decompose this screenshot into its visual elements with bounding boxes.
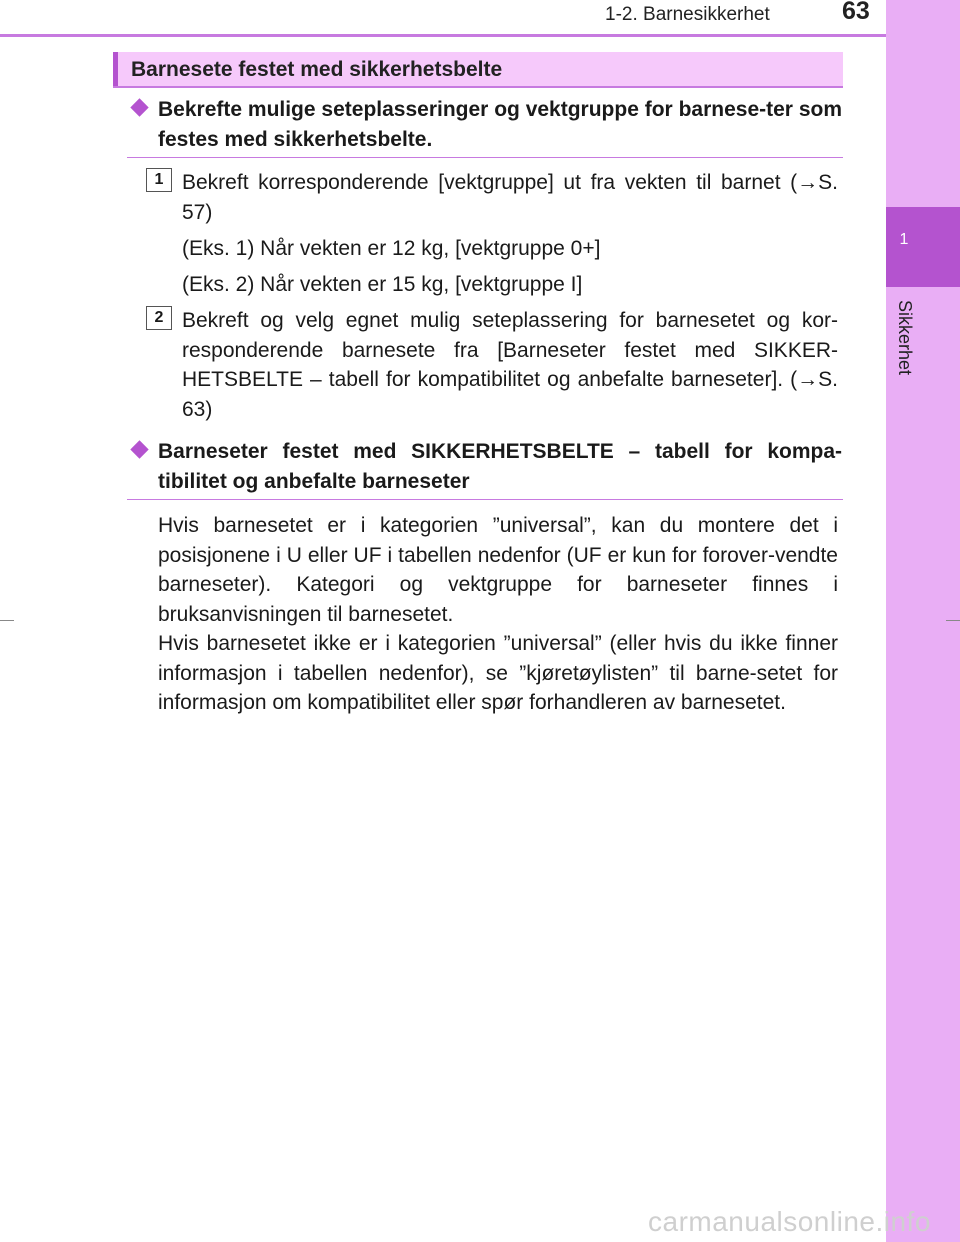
chapter-number: 1 (899, 231, 909, 248)
chapter-box[interactable] (886, 207, 960, 287)
section1-heading (127, 95, 842, 155)
section1-heading-text: Bekrefte mulige seteplasseringer og vektgruppe for barnese-ter som festes med sikkerhetsbelte. (158, 98, 842, 151)
header-rule (0, 34, 886, 37)
section-label: 1-2. Barnesikkerhet (605, 4, 770, 25)
section2-heading (127, 437, 842, 497)
step-1-text: Bekreft korresponderende [vektgruppe] ut fra vekten til barnet (→S. 57) (182, 171, 838, 224)
diamond-bullet-icon (130, 440, 148, 458)
crop-mark-right (946, 620, 960, 621)
title-band-text: Barnesete festet med sikkerhetsbelte (131, 58, 503, 81)
section1-heading-rule (127, 157, 843, 158)
chapter-title: Sikkerhet (895, 300, 915, 376)
crop-mark-left (0, 620, 14, 621)
step-number-2: 2 (146, 306, 172, 330)
step-2-text: Bekreft og velg egnet mulig seteplassering for barnesetet og kor-responderende barnesete fra [Barneseter festet med SIKKER-HETSBELTE – tabell for kompatibilitet og anbefalte barneseter]. (→S. 63) (182, 309, 838, 421)
section2-paragraph-2: Hvis barnesetet ikke er i kategorien ”universal” (eller hvis du ikke finner informasjon i tabellen nedenfor), se ”kjøretøylisten” til barne-setet for informasjon om kompatibilitet eller spør forhandleren av barnesetet. (158, 632, 838, 714)
section2-heading-text: Barneseter festet med SIKKERHETSBELTE – tabell for kompa-tibilitet og anbefalte barneseter (158, 440, 842, 493)
section2-paragraph-1: Hvis barnesetet er i kategorien ”universal”, kan du montere det i posisjonene i U eller UF i tabellen nedenfor (UF er kun for forover-vendte barneseter). Kategori og vektgruppe for barneseter finnes i bruksanvisningen til barnesetet. (158, 514, 838, 626)
title-underline (113, 86, 843, 88)
step-number-1: 1 (146, 168, 172, 192)
step-1-example-2: (Eks. 2) Når vekten er 15 kg, [vektgruppe I] (182, 273, 583, 296)
page-number: 63 (842, 0, 870, 25)
section2-heading-rule (127, 499, 843, 500)
title-band (113, 52, 843, 88)
side-tab (886, 0, 960, 1242)
watermark[interactable]: carmanualsonline.info (648, 1206, 931, 1237)
diamond-bullet-icon (130, 98, 148, 116)
step-1-example-1: (Eks. 1) Når vekten er 12 kg, [vektgruppe 0+] (182, 237, 601, 260)
